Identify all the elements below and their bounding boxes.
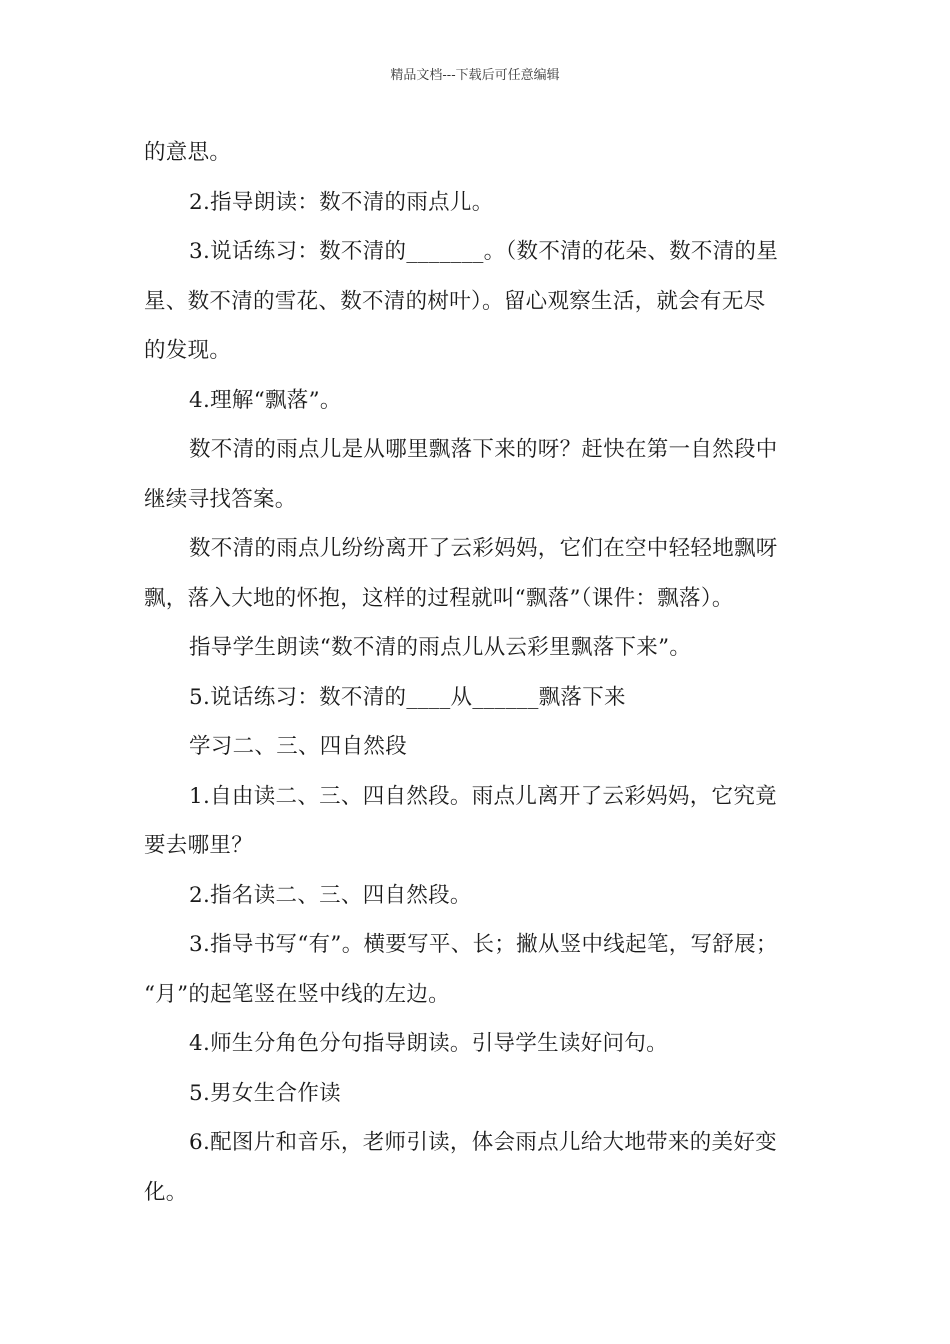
- text-line: 3.指导书写“有”。横要写平、长；撇从竖中线起笔，写舒展；: [189, 932, 778, 957]
- text-line: 1.自由读二、三、四自然段。雨点儿离开了云彩妈妈，它究竟: [189, 783, 777, 809]
- text-line: 2.指导朗读：数不清的雨点儿。: [189, 189, 494, 215]
- text-line: “月”的起笔竖在竖中线的左边。: [144, 981, 450, 1007]
- text-line: 继续寻找答案。: [144, 486, 297, 512]
- text-line: 6.配图片和音乐，老师引读，体会雨点儿给大地带来的美好变: [189, 1130, 777, 1155]
- text-line: 数不清的雨点儿纷纷离开了云彩妈妈，它们在空中轻轻地飘呀: [189, 536, 778, 561]
- text-line: 3.说话练习：数不清的_______。（数不清的花朵、数不清的星: [189, 239, 779, 264]
- page-header: 精品文档---下载后可任意编辑: [390, 68, 560, 83]
- text-line: 数不清的雨点儿是从哪里飘落下来的呀？赶快在第一自然段中: [189, 437, 778, 462]
- document-body: [144, 128, 814, 1217]
- text-line: 飘，落入大地的怀抱，这样的过程就叫“飘落”（课件：飘落）。: [144, 585, 734, 611]
- text-line: 学习二、三、四自然段: [189, 734, 408, 759]
- text-line: 化。: [144, 1179, 188, 1205]
- text-line: 指导学生朗读“数不清的雨点儿从云彩里飘落下来”。: [189, 635, 692, 660]
- text-line: 5.男女生合作读: [189, 1080, 341, 1106]
- text-line: 星、数不清的雪花、数不清的树叶）。留心观察生活，就会有无尽: [144, 288, 766, 314]
- text-line: 5.说话练习：数不清的____从______飘落下来: [189, 684, 626, 710]
- text-line: 要去哪里？: [144, 833, 254, 858]
- text-line: 4.理解“飘落”。: [189, 387, 342, 413]
- text-line: 的发现。: [144, 338, 232, 363]
- text-line: 的意思。: [144, 140, 232, 165]
- text-line: 2.指名读二、三、四自然段。: [189, 882, 472, 908]
- text-line: 4.师生分角色分句指导朗读。引导学生读好问句。: [189, 1031, 668, 1056]
